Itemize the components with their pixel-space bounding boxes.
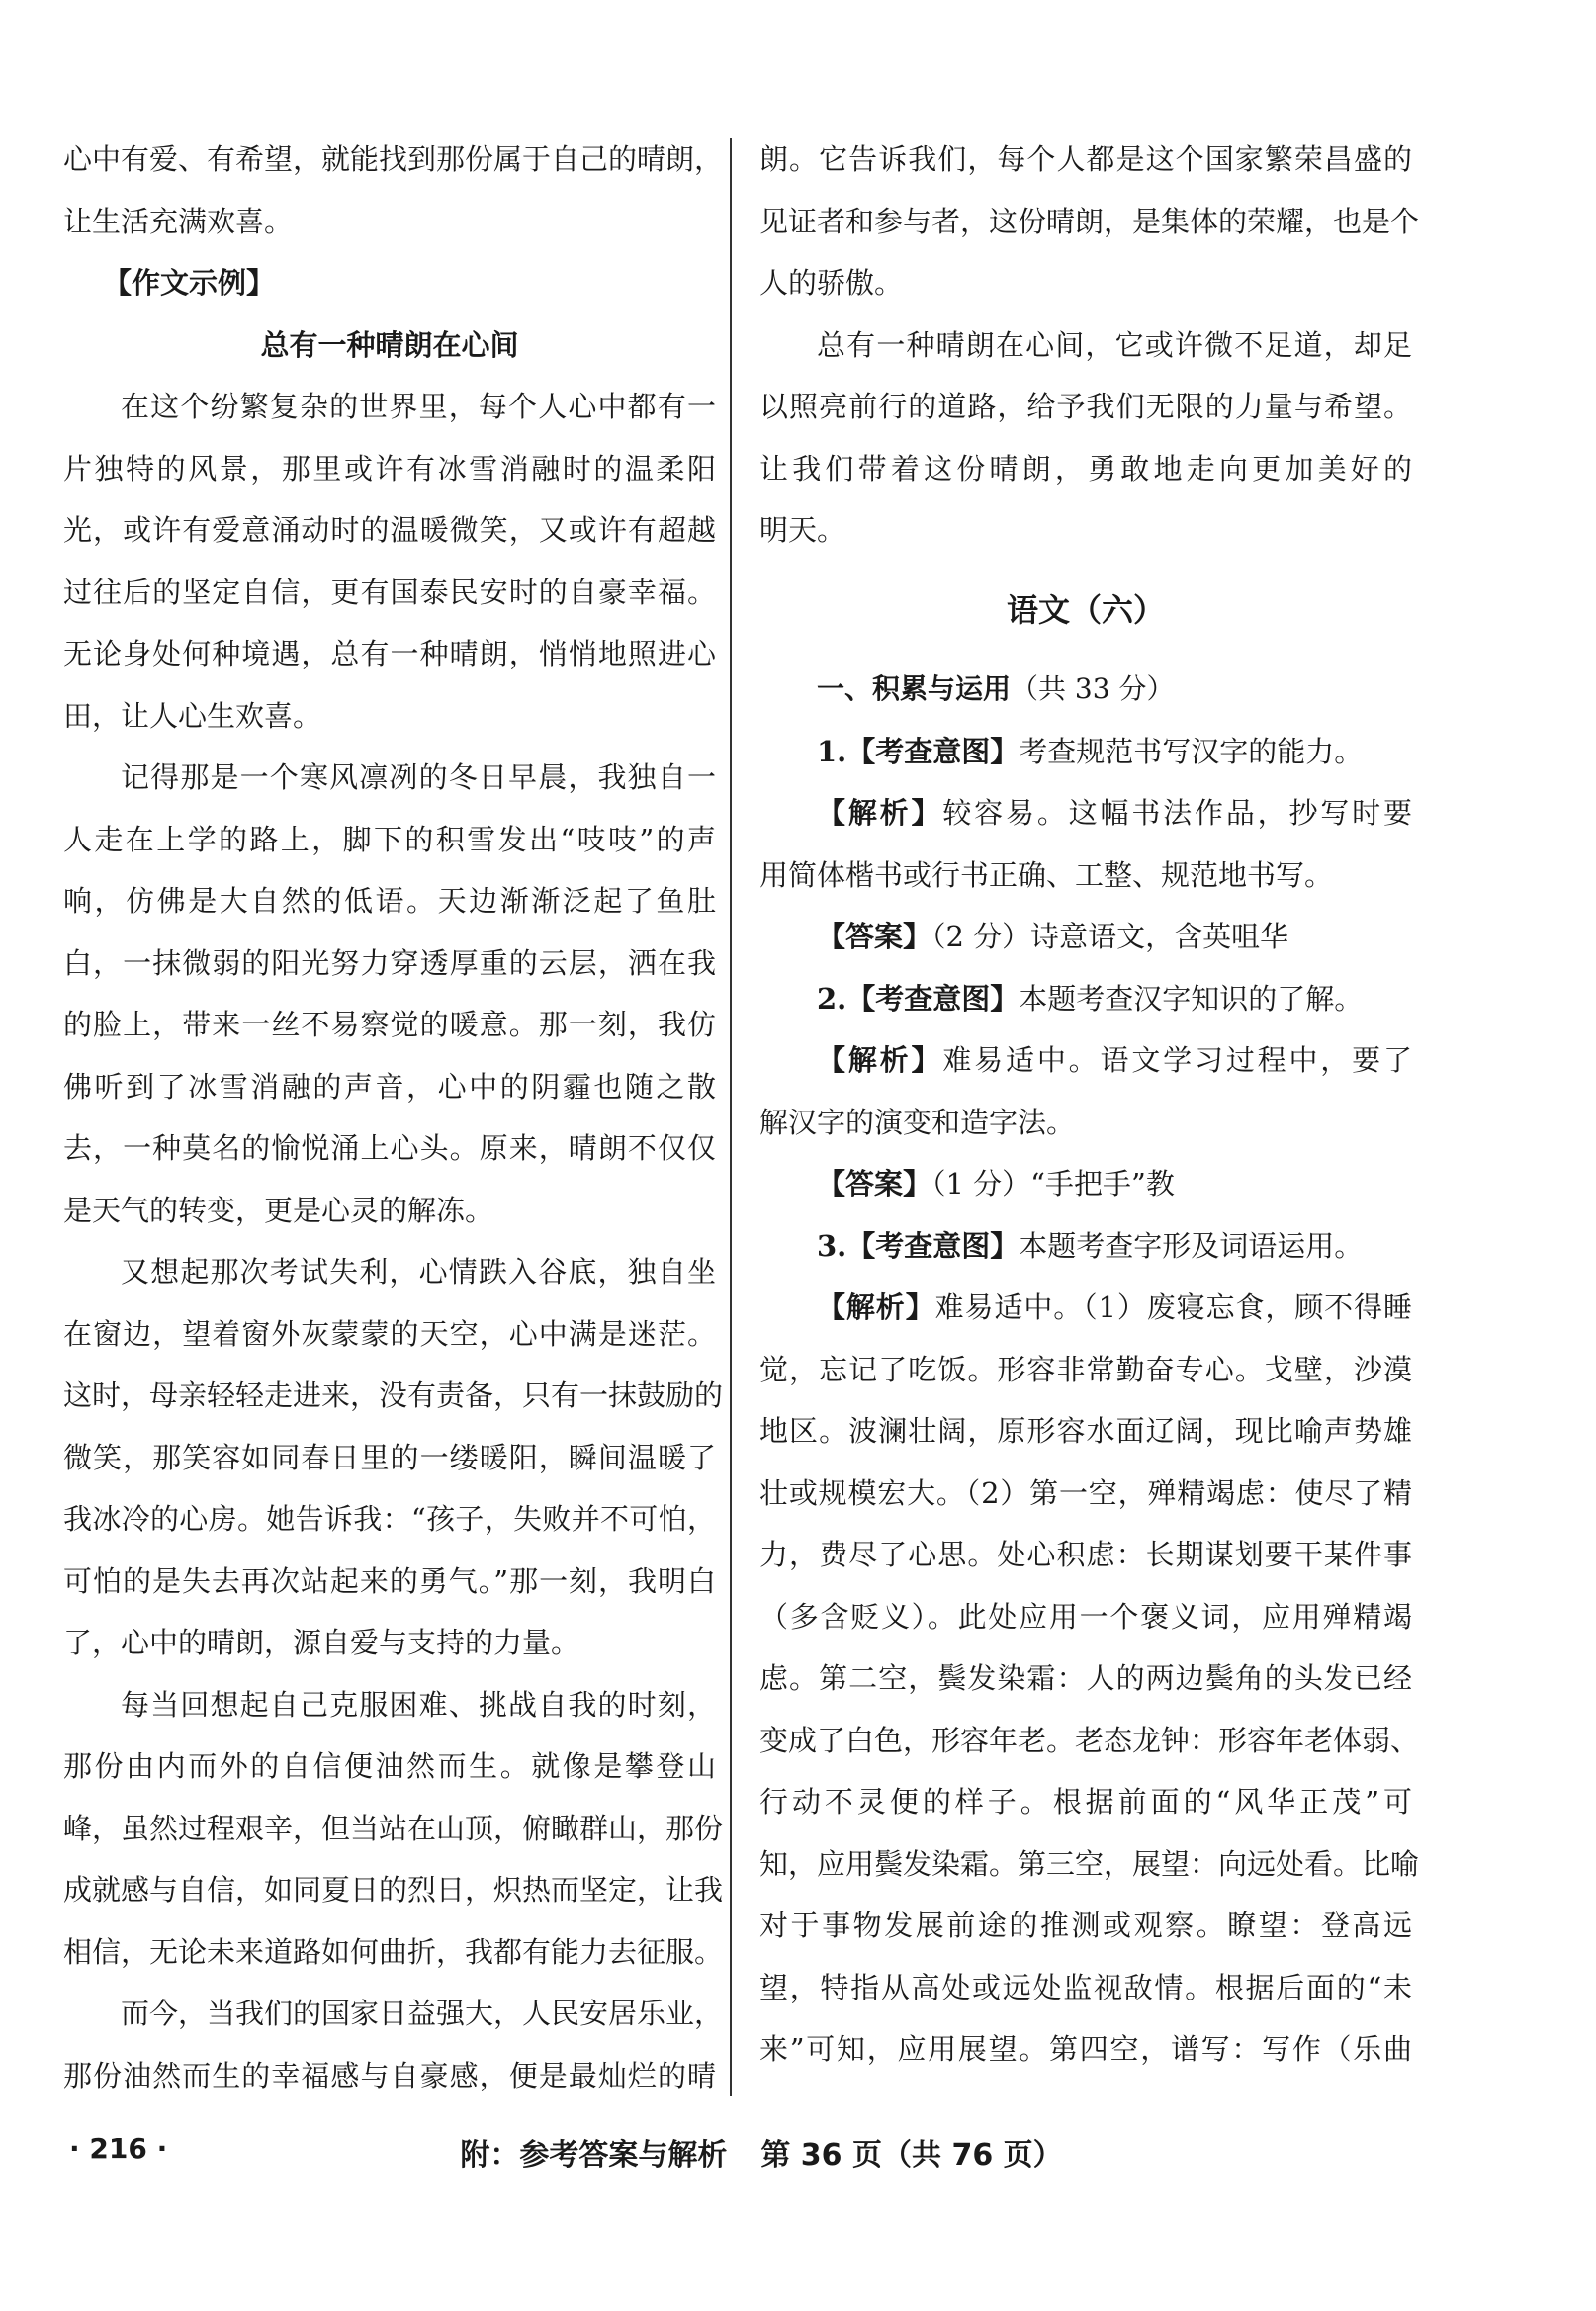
text-line: 又想起那次考试失利，心情跌入谷底，独自坐: [121, 1255, 716, 1289]
question-intent: [759, 1215, 1412, 1278]
question-3: [759, 1215, 1420, 2081]
essay-title: 总有一种晴朗在心间: [260, 327, 519, 362]
text-line: 人的骄傲。: [759, 266, 904, 300]
text-line: 来”可知，应用展望。第四空，谱写：写作（乐曲: [759, 2032, 1412, 2066]
text-line: 那份由内而外的自信便油然而生。就像是攀登山: [63, 1749, 716, 1783]
question-answer: [759, 1153, 1412, 1215]
section-heading-text: 一、积累与运用: [817, 672, 1012, 705]
text-line: 朗。它告诉我们，每个人都是这个国家繁荣昌盛的: [759, 142, 1412, 176]
text-line: 成就感与自信，如同夏日的烈日，炽热而坚定，让我: [63, 1873, 724, 1907]
text-line: 田，让人心生欢喜。: [63, 698, 322, 733]
essay-paragraph-4: [63, 1674, 724, 1984]
question-analysis: [759, 782, 1412, 844]
intent-text: 本题考查汉字知识的了解。: [1019, 981, 1364, 1016]
column-divider: [730, 138, 732, 2096]
analysis-tag: 【解析】: [817, 1043, 943, 1077]
analysis-tag: 【解析】: [817, 1290, 935, 1324]
analysis-text: 较容易。这幅书法作品，抄写时要: [942, 796, 1412, 830]
answer-tag: 【答案】: [817, 1167, 932, 1200]
text-line: 去，一种莫名的愉悦涌上心头。原来，晴朗不仅仅: [63, 1131, 716, 1165]
text-line: 那份油然而生的幸福感与自豪感，便是最灿烂的晴: [63, 2058, 716, 2092]
text-line: 是天气的转变，更是心灵的解冻。: [63, 1193, 494, 1227]
text-line: 见证者和参与者，这份晴朗，是集体的荣耀，也是个: [759, 204, 1420, 238]
text-line: 以照亮前行的道路，给予我们无限的力量与希望。: [759, 390, 1412, 423]
essay-paragraph-6: [759, 314, 1412, 562]
intent-tag: 【考查意图】: [846, 1228, 1020, 1263]
text-line: 峰，虽然过程艰辛，但当站在山顶，俯瞰群山，那份: [63, 1811, 724, 1845]
page-footer: [0, 2126, 1596, 2185]
page-number: · 216 ·: [69, 2132, 168, 2165]
essay-paragraph-3: [63, 1241, 724, 1674]
text-line: 过往后的坚定自信，更有国泰民安时的自豪幸福。: [63, 575, 716, 609]
essay-example-tag: 【作文示例】: [103, 266, 276, 300]
section-heading: [759, 659, 1412, 721]
question-2: [759, 968, 1412, 1215]
question-1: [759, 721, 1412, 968]
essay-paragraph-5: [63, 1983, 724, 2106]
text-line: 的脸上，带来一丝不易察觉的暖意。那一刻，我仿: [63, 1008, 716, 1041]
analysis-text: 难易适中。语文学习过程中，要了: [942, 1043, 1412, 1077]
text-line: 在窗边，望着窗外灰蒙蒙的天空，心中满是迷茫。: [63, 1316, 716, 1351]
text-line: 虑。第二空，鬓发染霜：人的两边鬓角的头发已经: [759, 1661, 1412, 1695]
text-line: 解汉字的演变和造字法。: [759, 1105, 1076, 1139]
text-line: 而今，当我们的国家日益强大，人民安居乐业，: [121, 1997, 724, 2030]
text-line: 人走在上学的路上，脚下的积雪发出“吱吱”的声: [63, 822, 716, 856]
text-line: （多含贬义）。此处应用一个褒义词，应用殚精竭: [759, 1599, 1412, 1634]
text-line: 了，心中的晴朗，源自爱与支持的力量。: [63, 1626, 580, 1659]
question-intent: [759, 968, 1412, 1030]
text-line: 让我们带着这份晴朗，勇敢地走向更加美好的: [759, 451, 1412, 486]
intent-tag: 【考查意图】: [846, 981, 1020, 1016]
text-line: 白，一抹微弱的阳光努力穿透厚重的云层，洒在我: [63, 945, 716, 980]
answer-text: （1 分）“手把手”教: [931, 1167, 1175, 1200]
question-answer: [759, 906, 1412, 968]
intro-line: 心中有爱、有希望，就能找到那份属于自己的晴朗，: [63, 142, 724, 176]
essay-paragraph-1: [63, 376, 716, 747]
text-line: 行动不灵便的样子。根据前面的“风华正茂”可: [759, 1785, 1412, 1819]
intent-text: 本题考查字形及词语运用。: [1019, 1228, 1364, 1263]
section-title: 语文（六）: [1006, 590, 1165, 629]
analysis-tag: 【解析】: [817, 796, 943, 830]
text-line: 可怕的是失去再次站起来的勇气。”那一刻，我明白: [63, 1563, 716, 1598]
section-score: （共 33 分）: [1011, 672, 1175, 705]
text-line: 明天。: [759, 513, 846, 547]
text-line: 壮或规模宏大。（2）第一空，殚精竭虑：使尽了精: [759, 1475, 1412, 1510]
left-column: [63, 129, 724, 2106]
text-line: 佛听到了冰雪消融的声音，心中的阴霾也随之散: [63, 1069, 716, 1104]
essay-paragraph-2: [63, 747, 716, 1241]
text-line: 力，费尽了心思。处心积虑：长期谋划要干某件事: [759, 1538, 1412, 1571]
question-number: 1.: [817, 734, 847, 768]
text-line: 每当回想起自己克服困难、挑战自我的时刻，: [121, 1687, 716, 1722]
text-line: 记得那是一个寒风凛冽的冬日早晨，我独自一: [121, 760, 716, 794]
intent-text: 考查规范书写汉字的能力。: [1019, 734, 1364, 768]
text-line: 片独特的风景，那里或许有冰雪消融时的温柔阳: [63, 451, 716, 486]
text-line: 觉，忘记了吃饭。形容非常勤奋专心。戈壁，沙漠: [759, 1352, 1412, 1386]
text-line: 总有一种晴朗在心间，它或许微不足道，却足: [817, 327, 1412, 362]
question-number: 2.: [817, 981, 847, 1016]
footer-title: [445, 2130, 1078, 2174]
text-line: 光，或许有爱意涌动时的温暖微笑，又或许有超越: [63, 513, 716, 547]
question-intent: [759, 721, 1412, 783]
text-line: 地区。波澜壮阔，原形容水面辽阔，现比喻声势雄: [759, 1414, 1412, 1448]
intro-line: 让生活充满欢喜。: [63, 204, 294, 238]
analysis-text: 难易适中。（1）废寝忘食，顾不得睡: [934, 1290, 1412, 1324]
text-line: 相信，无论未来道路如何曲折，我都有能力去征服。: [63, 1934, 724, 1969]
text-line: 知，应用鬓发染霜。第三空，展望：向远处看。比喻: [759, 1846, 1420, 1881]
text-line: 无论身处何种境遇，总有一种晴朗，悄悄地照进心: [63, 637, 716, 670]
footer-page-info: 第 36 页（共 76 页）: [760, 2138, 1063, 2173]
text-line: 响，仿佛是大自然的低语。天边渐渐泛起了鱼肚: [63, 884, 716, 918]
text-line: 我冰冷的心房。她告诉我：“孩子，失败并不可怕，: [63, 1502, 716, 1536]
question-analysis: [759, 1029, 1412, 1092]
text-line: 微笑，那笑容如同春日里的一缕暖阳，瞬间温暖了: [63, 1440, 716, 1474]
text-line: 在这个纷繁复杂的世界里，每个人心中都有一: [121, 390, 716, 423]
text-line: 这时，母亲轻轻走进来，没有责备，只有一抹鼓励的: [63, 1378, 724, 1412]
question-number: 3.: [817, 1228, 847, 1263]
right-column: [759, 129, 1420, 2081]
question-analysis: [759, 1277, 1412, 1339]
text-line: 对于事物发展前途的推测或观察。瞭望：登高远: [759, 1909, 1412, 1942]
footer-book-title: 附：参考答案与解析: [460, 2138, 728, 2173]
text-line: 用简体楷书或行书正确、工整、规范地书写。: [759, 857, 1334, 892]
answer-text: （2 分）诗意语文，含英咀华: [931, 920, 1289, 953]
intent-tag: 【考查意图】: [846, 734, 1020, 768]
essay-paragraph-5-continued: [759, 129, 1420, 314]
text-line: 变成了白色，形容年老。老态龙钟：形容年老体弱、: [759, 1723, 1420, 1757]
text-line: 望，特指从高处或远处监视敌情。根据后面的“未: [759, 1970, 1412, 2004]
answer-tag: 【答案】: [817, 920, 932, 953]
